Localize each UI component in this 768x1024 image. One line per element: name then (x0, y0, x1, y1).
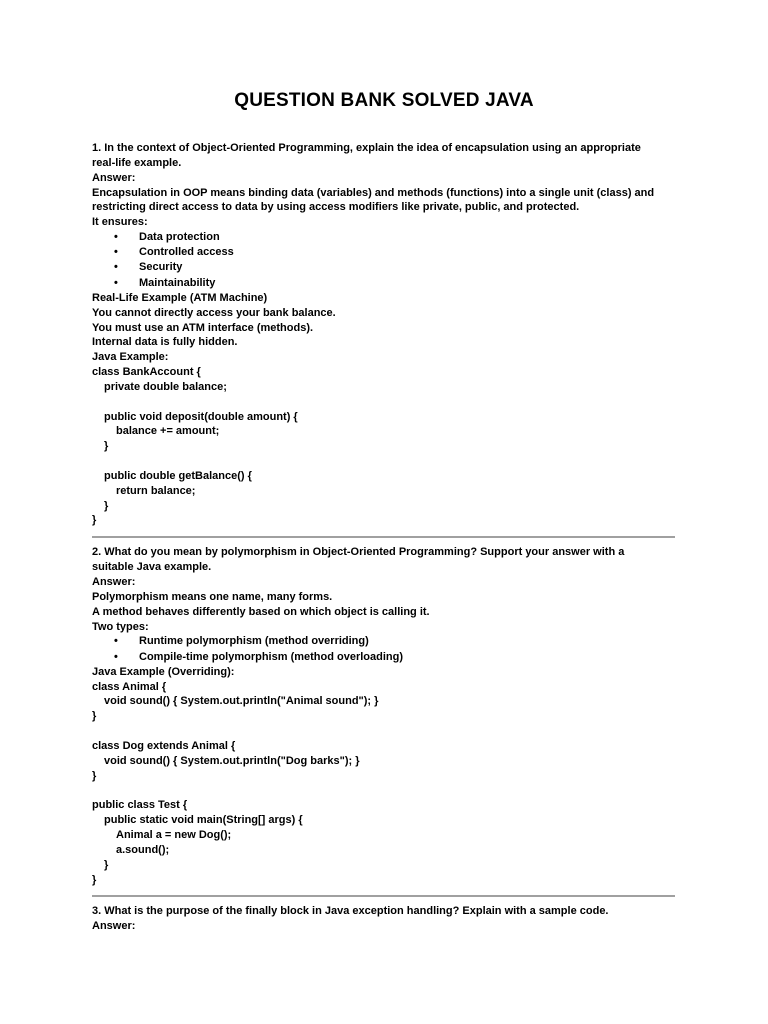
document-body (92, 141, 682, 934)
q1-example-heading: Real-Life Example (ATM Machine) (92, 291, 268, 304)
page-title: QUESTION BANK SOLVED JAVA (234, 90, 534, 111)
bullet-icon: • (114, 635, 118, 648)
code-line: balance += amount; (116, 425, 220, 438)
code-line: class Animal { (92, 680, 167, 693)
bullet-icon: • (114, 276, 118, 289)
q1-paragraph-line-2: restricting direct access to data by using access modifiers like private, public, and protected. (92, 201, 580, 214)
code-line: } (104, 499, 109, 512)
code-line: void sound() { System.out.println("Animal sound"); } (104, 695, 379, 708)
q1-bullet-item (92, 260, 682, 275)
bullet-icon: • (114, 231, 118, 244)
q1-bullet-text: Maintainability (139, 276, 216, 289)
q1-bullet-item (92, 230, 682, 245)
code-line: public double getBalance() { (104, 469, 252, 482)
q2-answer-label: Answer: (92, 576, 136, 588)
bullet-icon: • (114, 650, 118, 663)
q1-bullet-text: Data protection (139, 231, 220, 244)
code-line: } (92, 710, 97, 723)
q3-answer-label: Answer: (92, 920, 136, 933)
code-line: Animal a = new Dog(); (116, 829, 232, 842)
q1-paragraph-line-1: Encapsulation in OOP means binding data (variables) and methods (functions) into a single unit (class) and (92, 186, 655, 199)
q1-bullet-item (92, 276, 682, 291)
q2-bullet-item (92, 650, 682, 665)
q1-question-line-2: real-life example. (92, 156, 182, 169)
code-line: } (92, 873, 97, 886)
code-line: public void deposit(double amount) { (104, 410, 298, 423)
q1-bullet-text: Security (139, 261, 183, 274)
code-line: a.sound(); (116, 843, 170, 856)
q2-types-label: Two types: (92, 620, 149, 633)
q2-bullet-text: Runtime polymorphism (method overriding) (139, 635, 369, 648)
code-line: void sound() { System.out.println("Dog barks"); } (104, 754, 360, 767)
code-line: } (92, 514, 97, 527)
q2-question-line-2: suitable Java example. (92, 561, 212, 574)
q1-bullet-item (92, 245, 682, 260)
code-line: class BankAccount { (92, 366, 201, 379)
q2-bullet-item (92, 634, 682, 649)
blank-line (92, 454, 682, 469)
blank-line (92, 784, 682, 799)
q2-java-heading: Java Example (Overriding): (92, 665, 235, 678)
q1-answer-label: Answer: (92, 171, 136, 184)
code-line: } (104, 858, 109, 871)
code-line: private double balance; (104, 380, 227, 393)
blank-line (92, 724, 682, 739)
code-line: } (92, 769, 97, 782)
code-line: return balance; (116, 484, 196, 497)
q1-example-line-2: You must use an ATM interface (methods). (92, 321, 314, 334)
q1-ensures-label: It ensures: (92, 216, 148, 229)
bullet-icon: • (114, 246, 118, 259)
q2-line-1: Polymorphism means one name, many forms. (92, 590, 333, 603)
q1-example-line-3: Internal data is fully hidden. (92, 336, 238, 349)
section-divider (92, 895, 675, 897)
bullet-icon: • (114, 261, 118, 274)
q1-question-line-1: 1. In the context of Object-Oriented Programming, explain the idea of encapsulation using an appropriate (92, 142, 641, 154)
code-line: public class Test { (92, 799, 188, 812)
blank-line (92, 395, 682, 410)
q2-bullet-text: Compile-time polymorphism (method overloading) (139, 650, 404, 663)
section-divider (92, 536, 675, 538)
q2-line-2: A method behaves differently based on which object is calling it. (92, 605, 430, 618)
q1-java-heading: Java Example: (92, 351, 169, 364)
q2-question-line-1: 2. What do you mean by polymorphism in Object-Oriented Programming? Support your answer with a (92, 546, 625, 559)
code-line: } (104, 440, 109, 453)
code-line: public static void main(String[] args) { (104, 814, 303, 827)
q1-example-line-1: You cannot directly access your bank balance. (92, 306, 336, 319)
q1-bullet-text: Controlled access (139, 246, 234, 259)
q3-question-line-1: 3. What is the purpose of the finally block in Java exception handling? Explain with a sample code. (92, 905, 609, 918)
code-line: class Dog extends Animal { (92, 739, 236, 752)
